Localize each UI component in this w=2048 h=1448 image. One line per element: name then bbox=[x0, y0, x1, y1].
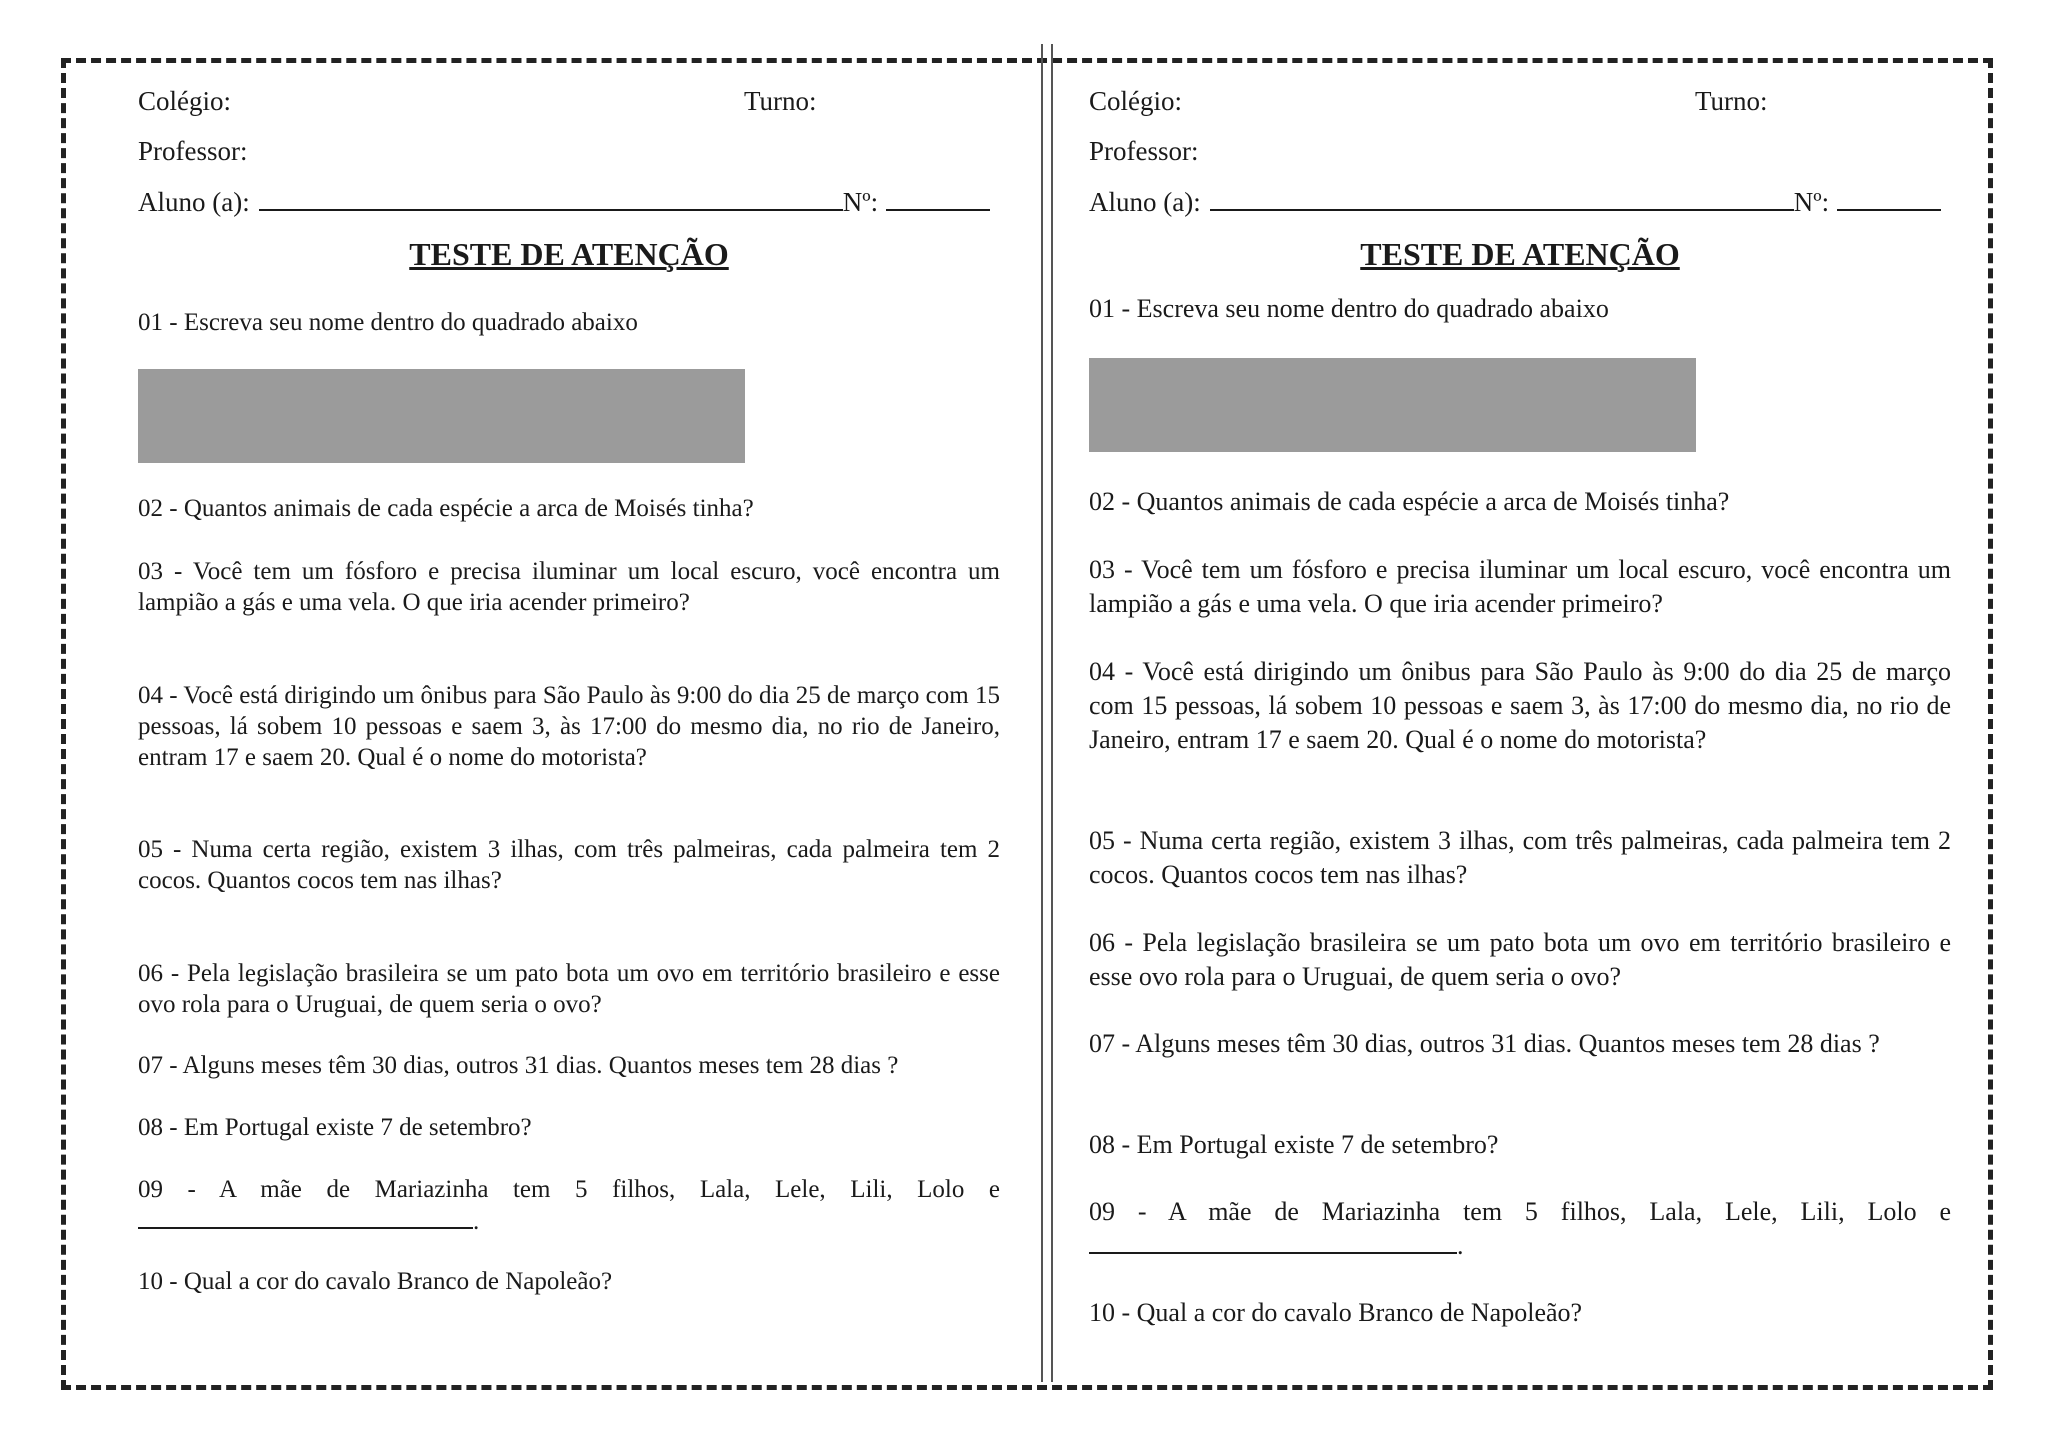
professor-label: Professor: bbox=[138, 136, 248, 166]
turno-label: Turno: bbox=[1695, 86, 1768, 116]
turno-label: Turno: bbox=[744, 86, 817, 116]
name-answer-box[interactable] bbox=[138, 369, 745, 463]
aluno-name-blank[interactable] bbox=[259, 185, 843, 211]
worksheet-right bbox=[1089, 0, 1951, 1448]
question-05: 05 - Numa certa região, existem 3 ilhas, com três palmeiras, cada palmeira tem 2 cocos. Quantos cocos tem nas ilhas? bbox=[1089, 826, 1951, 889]
aluno-row bbox=[1089, 185, 1951, 219]
name-answer-box[interactable] bbox=[1089, 358, 1696, 452]
aluno-label: Aluno (a): bbox=[1089, 187, 1201, 217]
question-08: 08 - Em Portugal existe 7 de setembro? bbox=[138, 1114, 532, 1141]
question-01: 01 - Escreva seu nome dentro do quadrado abaixo bbox=[138, 309, 638, 336]
question-07: 07 - Alguns meses têm 30 dias, outros 31 dias. Quantos meses tem 28 dias ? bbox=[138, 1052, 899, 1079]
question-06: 06 - Pela legislação brasileira se um pato bota um ovo em território brasileiro e esse ovo rola para o Uruguai, de quem seria o ovo? bbox=[138, 960, 1000, 1018]
worksheet-title: TESTE DE ATENÇÃO bbox=[409, 236, 729, 272]
answer-blank[interactable] bbox=[138, 1205, 473, 1229]
question-02: 02 - Quantos animais de cada espécie a arca de Moisés tinha? bbox=[138, 495, 754, 522]
worksheet-title: TESTE DE ATENÇÃO bbox=[1360, 236, 1680, 272]
colegio-label: Colégio: bbox=[138, 86, 231, 116]
answer-blank[interactable] bbox=[1089, 1230, 1457, 1254]
question-03: 03 - Você tem um fósforo e precisa iluminar um local escuro, você encontra um lampião a gás e uma vela. O que iria acender primeiro? bbox=[1089, 555, 1951, 618]
divider-line-left bbox=[1041, 44, 1043, 1382]
question-01: 01 - Escreva seu nome dentro do quadrado abaixo bbox=[1089, 294, 1609, 323]
question-02: 02 - Quantos animais de cada espécie a arca de Moisés tinha? bbox=[1089, 487, 1730, 516]
question-04: 04 - Você está dirigindo um ônibus para São Paulo às 9:00 do dia 25 de março com 15 pessoas, lá sobem 10 pessoas e saem 3, às 17:00 do mesmo dia, no rio de Janeiro, entram 17 e saem 20. Qual é o nome do motorista? bbox=[138, 682, 1000, 771]
numero-label: Nº: bbox=[842, 187, 879, 217]
aluno-label: Aluno (a): bbox=[138, 187, 250, 217]
question-10: 10 - Qual a cor do cavalo Branco de Napoleão? bbox=[138, 1268, 613, 1295]
question-09: 09 - A mãe de Mariazinha tem 5 filhos, Lala, Lele, Lili, Lolo e bbox=[138, 1176, 1000, 1203]
divider-line-right bbox=[1051, 44, 1053, 1382]
question-10: 10 - Qual a cor do cavalo Branco de Napoleão? bbox=[1089, 1298, 1583, 1327]
question-04: 04 - Você está dirigindo um ônibus para São Paulo às 9:00 do dia 25 de março com 15 pessoas, lá sobem 10 pessoas e saem 3, às 17:00 do mesmo dia, no rio de Janeiro, entram 17 e saem 20. Qual é o nome do motorista? bbox=[1089, 657, 1951, 754]
aluno-name-blank[interactable] bbox=[1210, 185, 1794, 211]
numero-label: Nº: bbox=[1793, 187, 1830, 217]
question-07: 07 - Alguns meses têm 30 dias, outros 31 dias. Quantos meses tem 28 dias ? bbox=[1089, 1029, 1880, 1058]
worksheet-left bbox=[138, 0, 1000, 1448]
question-06: 06 - Pela legislação brasileira se um pato bota um ovo em território brasileiro e esse ovo rola para o Uruguai, de quem seria o ovo? bbox=[1089, 928, 1951, 991]
aluno-row bbox=[138, 185, 1000, 219]
numero-blank[interactable] bbox=[886, 185, 990, 211]
question-08: 08 - Em Portugal existe 7 de setembro? bbox=[1089, 1130, 1499, 1159]
numero-blank[interactable] bbox=[1837, 185, 1941, 211]
colegio-label: Colégio: bbox=[1089, 86, 1182, 116]
professor-label: Professor: bbox=[1089, 136, 1199, 166]
question-05: 05 - Numa certa região, existem 3 ilhas, com três palmeiras, cada palmeira tem 2 cocos. Quantos cocos tem nas ilhas? bbox=[138, 836, 1000, 894]
question-09-blank-row: . bbox=[138, 1205, 1000, 1237]
question-09-blank-row: . bbox=[1089, 1229, 1951, 1263]
question-09: 09 - A mãe de Mariazinha tem 5 filhos, Lala, Lele, Lili, Lolo e bbox=[1089, 1197, 1951, 1226]
question-03: 03 - Você tem um fósforo e precisa iluminar um local escuro, você encontra um lampião a gás e uma vela. O que iria acender primeiro? bbox=[138, 558, 1000, 616]
